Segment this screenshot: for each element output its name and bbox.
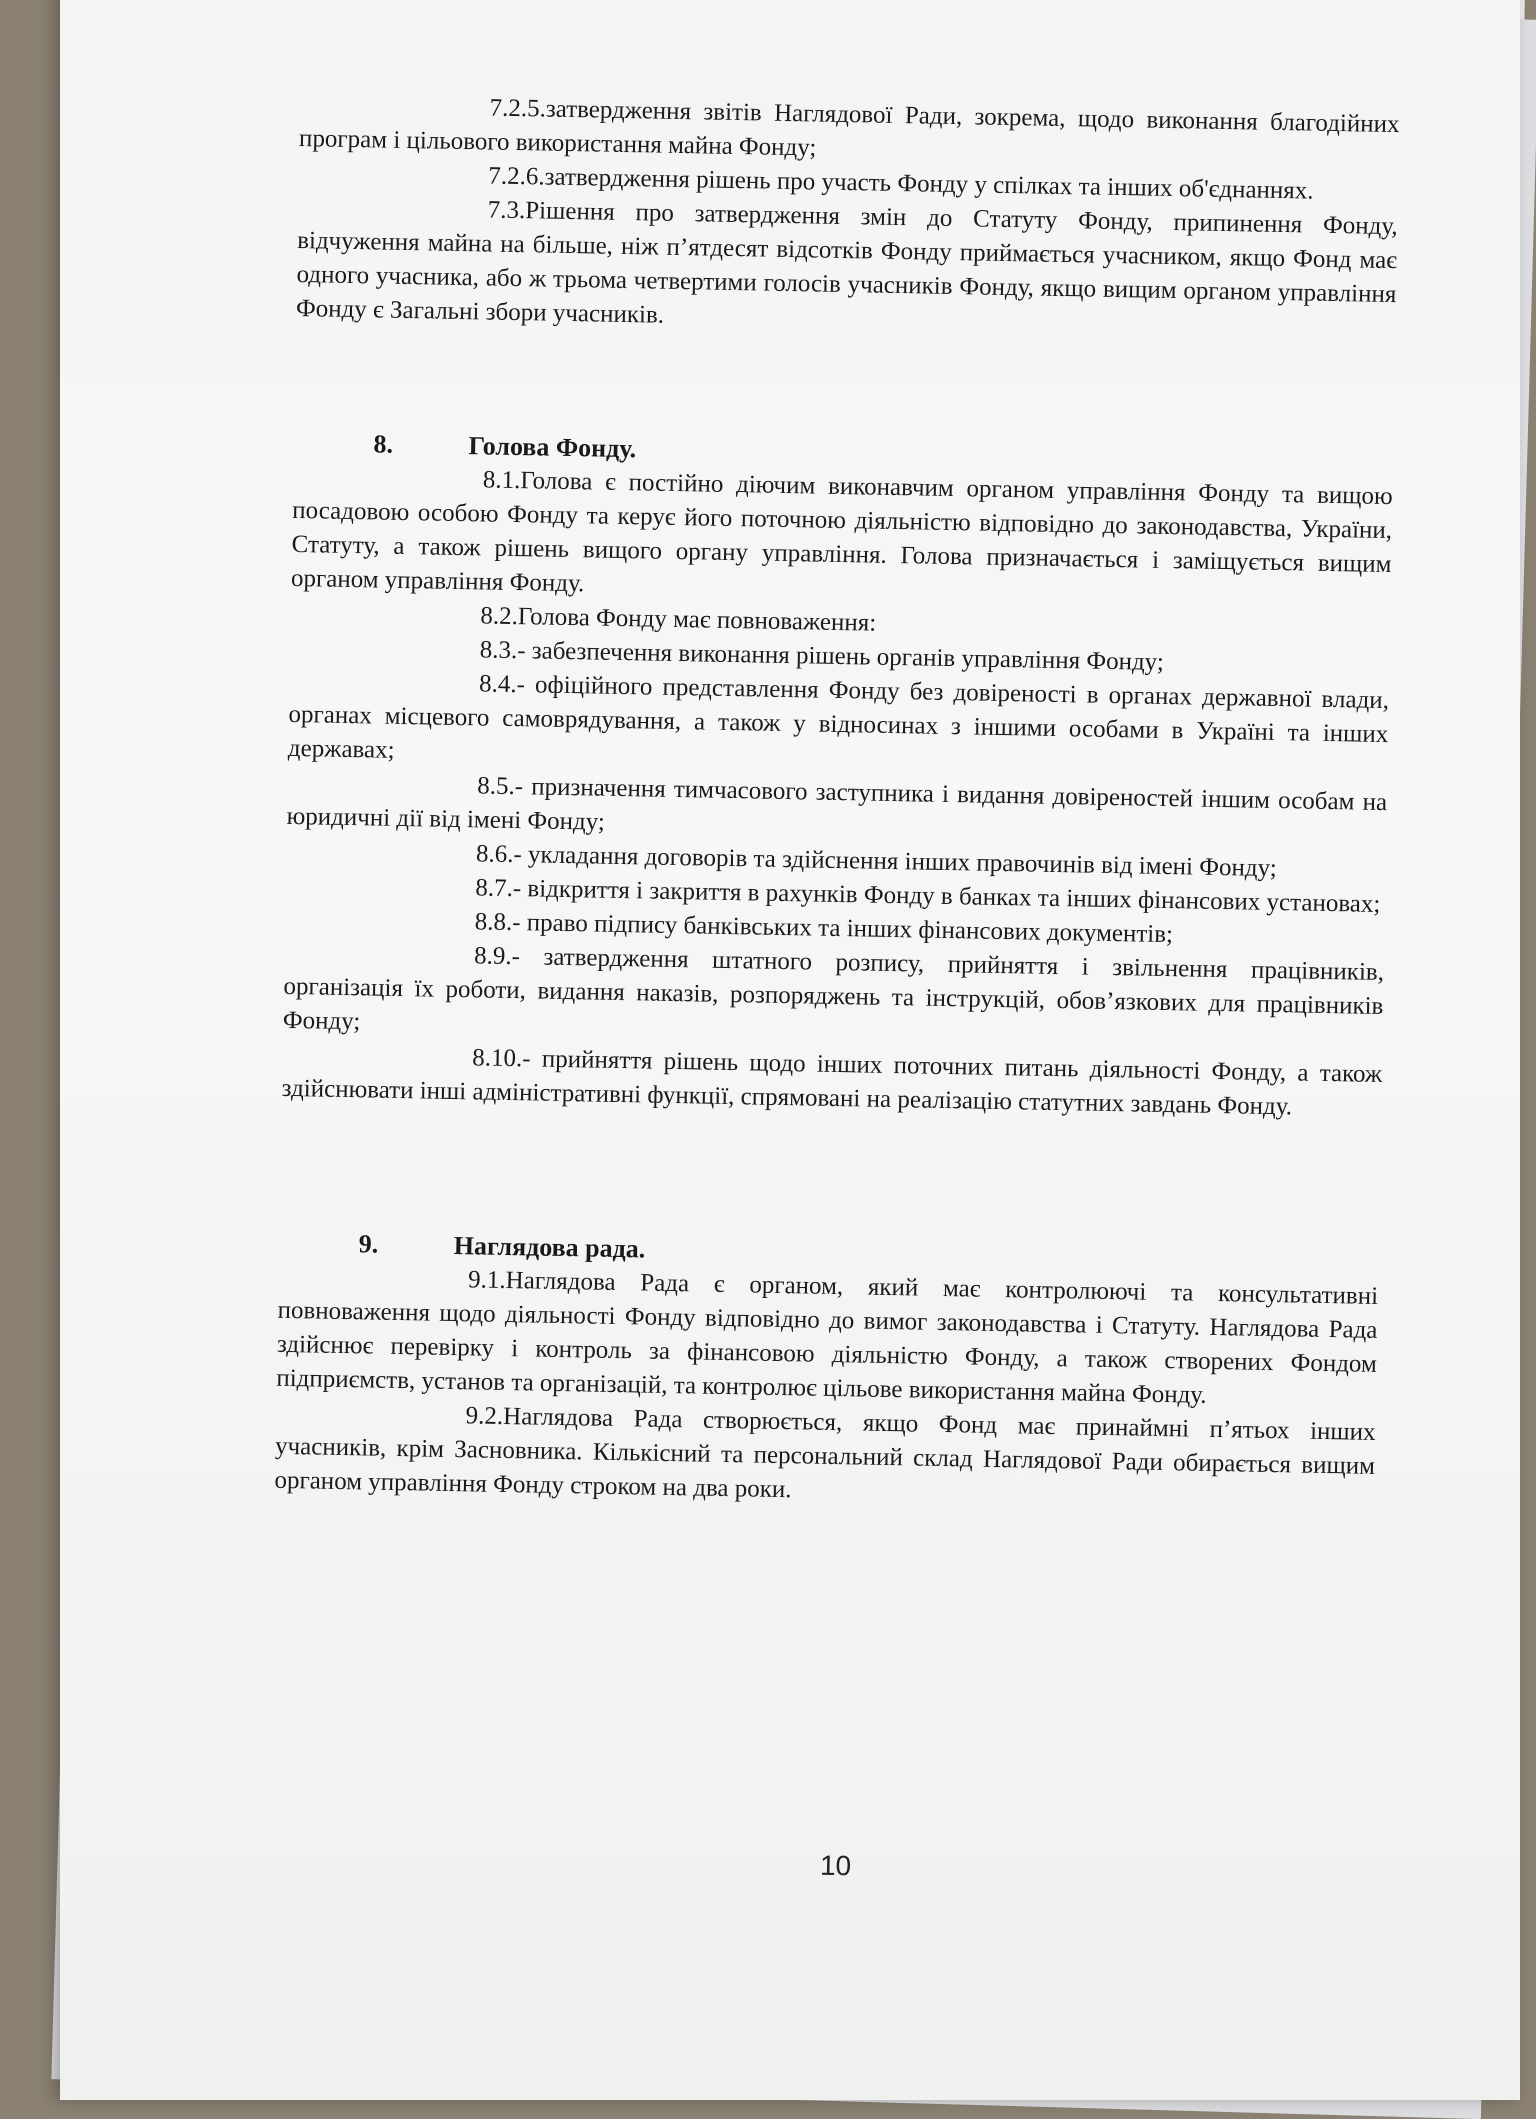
- clause-text: Наглядова Рада створюється, якщо Фонд має принаймні п’ятьох інших учасників, крім Засновника. Кількісний та персональний склад Наглядової Ради обирається вищим органом управління Фонду строком на два роки.: [274, 1402, 1376, 1504]
- clause-text: Рішення про затвердження змін до Статуту Фонду, припинення Фонду, відчуження майна на більше, ніж п’ятдесят відсотків Фонду приймається учасником, якщо Фонд має одного учасника, або ж трьома четвертими голосів учасників Фонду, якщо вищим органом управління Фонду є Загальні збори учасників.: [295, 197, 1398, 329]
- clause: [296, 190, 1398, 346]
- clause-text: - призначення тимчасового заступника і видання довіреностей іншим особам на юридичні дії від імені Фонду;: [286, 773, 1388, 836]
- clause: [274, 1396, 1376, 1518]
- clause-number: 8.6.: [475, 840, 514, 869]
- clause-text: - затвердження штатного розпису, прийняття і звільнення працівників, організація їх роботи, видання наказів, розпоряджень та інструкцій, обов’язкових для працівників Фонду;: [282, 943, 1385, 1036]
- clause-number: 8.9.: [473, 942, 512, 971]
- clause-text: - офіційного представлення Фонду без довіреності в органах державної влади, органах місцевого самоврядування, а також у відносинах з іншими особами в Україні та інших державах;: [287, 671, 1390, 764]
- chapter-number: 9.: [358, 1229, 379, 1259]
- clause-number: 8.7.: [475, 874, 514, 903]
- clause-number: 8.8.: [474, 908, 513, 937]
- clause-text: Голова Фонду має повноваження:: [517, 603, 877, 637]
- clause-text: Наглядова Рада є органом, який має контролюючі та консультативні повноваження щодо діяльності Фонду відповідно до вимог законодавства і Статуту. Наглядова Рада здійснює перевірку і контроль за фінансовою діяльністю Фонду, а також створених Фондом підприємств, установ та організацій, та контролює цільове використання майна Фонду.: [276, 1266, 1379, 1409]
- clause-text: затвердження звітів Наглядової Ради, зокрема, щодо виконання благодійних програм і цільового використання майна Фонду;: [298, 95, 1400, 162]
- document-page: [60, 0, 1520, 2100]
- clause: [291, 460, 1393, 616]
- clause-number: 8.10.: [472, 1044, 523, 1073]
- clause-text: затвердження рішень про участь Фонду у спілках та інших об'єднаннях.: [544, 163, 1314, 205]
- clause: [288, 664, 1390, 786]
- page-number: 10: [819, 1849, 852, 1882]
- clause: [276, 1260, 1378, 1416]
- chapter-title: Наглядова рада.: [453, 1231, 646, 1264]
- clause-number: 7.2.6.: [488, 162, 545, 191]
- clause-text: - право підпису банківських та інших фінансових документів;: [511, 909, 1174, 949]
- clause-number: 8.2.: [480, 602, 519, 631]
- clause-number: 8.1.: [482, 466, 521, 495]
- clause-text: - забезпечення виконання рішень органів управління Фонду;: [516, 637, 1165, 676]
- clause-number: 8.4.: [478, 670, 517, 699]
- clause-number: 9.1.: [467, 1266, 506, 1294]
- clause: [283, 936, 1385, 1058]
- clause-number: 8.3.: [479, 636, 518, 665]
- chapter-number: 8.: [373, 429, 394, 459]
- clause-number: 7.3.: [487, 196, 526, 225]
- chapter-title: Голова Фонду.: [468, 431, 637, 464]
- page-content: [274, 88, 1400, 1518]
- clause-text: - відкриття і закриття в рахунків Фонду в банках та інших фінансових установах;: [512, 875, 1381, 918]
- clause-number: 7.2.5.: [489, 94, 547, 123]
- clause-text: - прийняття рішень щодо інших поточних питань діяльності Фонду, а також здійснювати інші адміністративні функції, спрямовані на реалізацію статутних завдань Фонду.: [281, 1045, 1383, 1121]
- clause-number: 9.2.: [465, 1402, 504, 1430]
- clause-text: - укладання договорів та здійснення інших правочинів від імені Фонду;: [513, 841, 1277, 883]
- clause-text: Голова є постійно діючим виконавчим органом управління Фонду та вищою посадовою особою Фонду та керує його поточною діяльністю відповідно до законодавства, України, Статуту, а також рішень вищого органу управління. Голова призначається і заміщується вищим органом управління Фонду.: [290, 467, 1393, 598]
- clause-number: 8.5.: [476, 772, 515, 801]
